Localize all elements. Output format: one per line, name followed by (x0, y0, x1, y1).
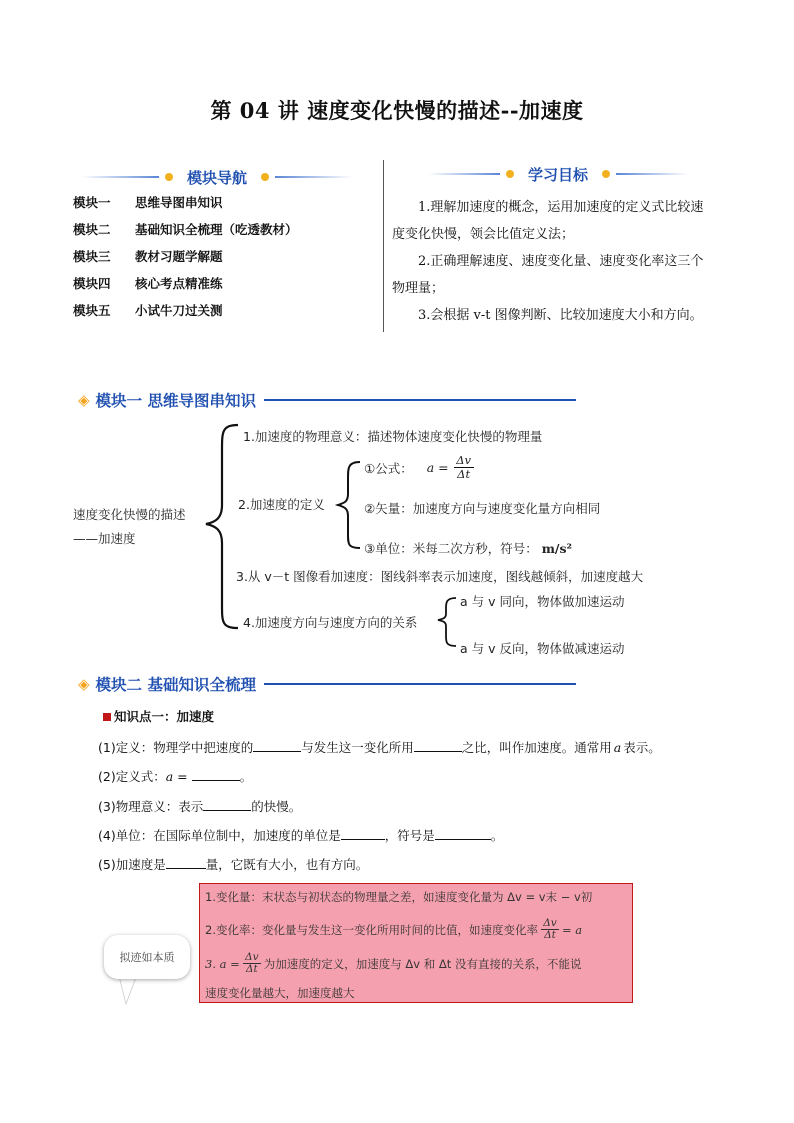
meaning-line (98, 797, 301, 815)
goal-line: 度变化快慢，领会比值定义法； (392, 227, 575, 242)
unit-text: ③单位：米每二次方秒，符号： (364, 541, 538, 556)
definition-brace (338, 462, 360, 548)
nav-header-label: 模块导航 (187, 168, 248, 187)
text-segment: (2)定义式： (98, 769, 166, 784)
tip-line-4: 速度变化量越大，加速度越大 (205, 986, 355, 1000)
text-segment: ，符号是 (384, 828, 435, 843)
formula-fraction (454, 454, 474, 481)
fraction-numerator: Δv (543, 917, 557, 929)
fill-blank[interactable] (414, 751, 462, 752)
vector-line (98, 855, 368, 873)
formula-numerator: Δv (456, 453, 472, 467)
big-brace (206, 425, 238, 628)
formula-label: ①公式： (364, 460, 413, 476)
goal-line: 3.会根据 v-t 图像判断、比较加速度大小和方向。 (418, 308, 703, 323)
text-segment: 为加速度的定义，加速度与 Δv 和 Δt 没有直接的关系，不能说 (263, 956, 582, 971)
speech-bubble: 拟迹如本质 (104, 935, 190, 979)
nav-item-text: 基础知识全梳理（吃透教材） (135, 222, 298, 237)
definition-line (98, 738, 661, 756)
knowledge-point-title-text: 知识点一：加速度 (114, 709, 215, 724)
fill-blank[interactable] (435, 839, 491, 840)
module1-heading-text: 模块一 思维导图串知识 (95, 392, 256, 410)
text-segment: 量，它既有大小，也有方向。 (205, 857, 369, 872)
mindmap-unit (364, 539, 572, 557)
mindmap-root-line1: 速度变化快慢的描述 (73, 507, 186, 522)
mindmap-root-line2: ——加速度 (73, 531, 136, 546)
fill-blank[interactable] (341, 839, 385, 840)
module2-heading-text: 模块二 基础知识全梳理 (95, 676, 256, 694)
text-segment: (4)单位：在国际单位制中，加速度的单位是 (98, 828, 341, 843)
fraction-numerator: Δv (245, 951, 259, 963)
text-segment: (5)加速度是 (98, 857, 166, 872)
mindmap-opposite-direction: a 与 v 反向，物体做减速运动 (460, 641, 625, 656)
fraction-denominator: Δt (243, 963, 261, 975)
tip-fraction (541, 918, 559, 941)
nav-item-text: 小试牛刀过关测 (135, 303, 223, 318)
fill-blank[interactable] (166, 868, 206, 869)
symbol-a: a (613, 740, 622, 755)
module2-heading (78, 672, 576, 696)
text-segment: = (173, 769, 192, 784)
fill-blank[interactable] (192, 780, 240, 781)
nav-item-key: 模块四 (73, 276, 111, 291)
mindmap-branch-3: 3.从 v－t 图像看加速度：图线斜率表示加速度，图线越倾斜，加速度越大 (236, 569, 644, 584)
text-segment: 表示。 (623, 740, 661, 755)
knowledge-point-title (103, 707, 214, 725)
tip-box (199, 883, 633, 1003)
nav-item-text: 教材习题学解题 (135, 249, 223, 264)
text-segment: 的快慢。 (251, 799, 302, 814)
formula-line (98, 767, 252, 785)
nav-item-key: 模块二 (73, 222, 111, 237)
tip-line-1: 1.变化量：末状态与初状态的物理量之差，如速度变化量为 Δv = v末 − v初 (205, 890, 593, 904)
text-segment: 。 (239, 769, 253, 784)
fill-blank[interactable] (203, 810, 251, 811)
diamond-icon: ◈ (78, 675, 90, 693)
mindmap-branch-1: 1.加速度的物理意义：描述物体速度变化快慢的物理量 (243, 429, 543, 444)
mindmap-branch-2: 2.加速度的定义 (238, 497, 325, 512)
mindmap-same-direction: a 与 v 同向，物体做加速运动 (460, 594, 625, 609)
fraction-denominator: Δt (541, 929, 559, 941)
mindmap-root (73, 505, 186, 547)
mindmap-vector: ②矢量：加速度方向与速度变化量方向相同 (364, 501, 601, 516)
square-bullet-icon (103, 713, 111, 721)
tip-line-2 (205, 918, 582, 941)
formula-lhs: a = (426, 460, 449, 475)
text-segment: 之比，叫作加速度。通常用 (461, 740, 612, 755)
text-segment: 。 (490, 828, 504, 843)
nav-item-text: 核心考点精准练 (135, 276, 223, 291)
nav-item-key: 模块三 (73, 249, 111, 264)
symbol-a: a (165, 769, 174, 784)
diamond-icon: ◈ (78, 391, 90, 409)
tip-fraction (243, 952, 261, 975)
unit-symbol: m/s² (541, 541, 573, 556)
text-segment: (1)定义：物理学中把速度的 (98, 740, 254, 755)
mindmap-branch-4: 4.加速度方向与速度方向的关系 (243, 615, 418, 630)
text-segment: (3)物理意义：表示 (98, 799, 204, 814)
text-segment: 3. a = (205, 956, 240, 971)
nav-item-key: 模块一 (73, 195, 111, 210)
mindmap-formula (364, 454, 474, 481)
nav-item-key: 模块五 (73, 303, 111, 318)
text-segment: 2.变化率：变化量与发生这一变化所用时间的比值，如速度变化率 (205, 922, 538, 937)
goal-line: 物理量； (392, 281, 445, 296)
formula-denominator: Δt (454, 467, 474, 481)
goals-header-label: 学习目标 (528, 165, 589, 184)
nav-item-text: 思维导图串知识 (135, 195, 223, 210)
tip-line-3 (205, 952, 581, 975)
goal-line: 2.正确理解速度、速度变化量、速度变化率这三个 (418, 254, 704, 269)
unit-line (98, 826, 503, 844)
module2-heading-rule (264, 683, 576, 685)
text-segment: = a (561, 922, 583, 937)
page-title: 第 04 讲 速度变化快慢的描述--加速度 (210, 98, 584, 123)
goal-line: 1.理解加速度的概念，运用加速度的定义式比较速 (418, 200, 704, 215)
text-segment: 与发生这一变化所用 (301, 740, 414, 755)
fill-blank[interactable] (253, 751, 301, 752)
relation-brace (438, 598, 456, 646)
